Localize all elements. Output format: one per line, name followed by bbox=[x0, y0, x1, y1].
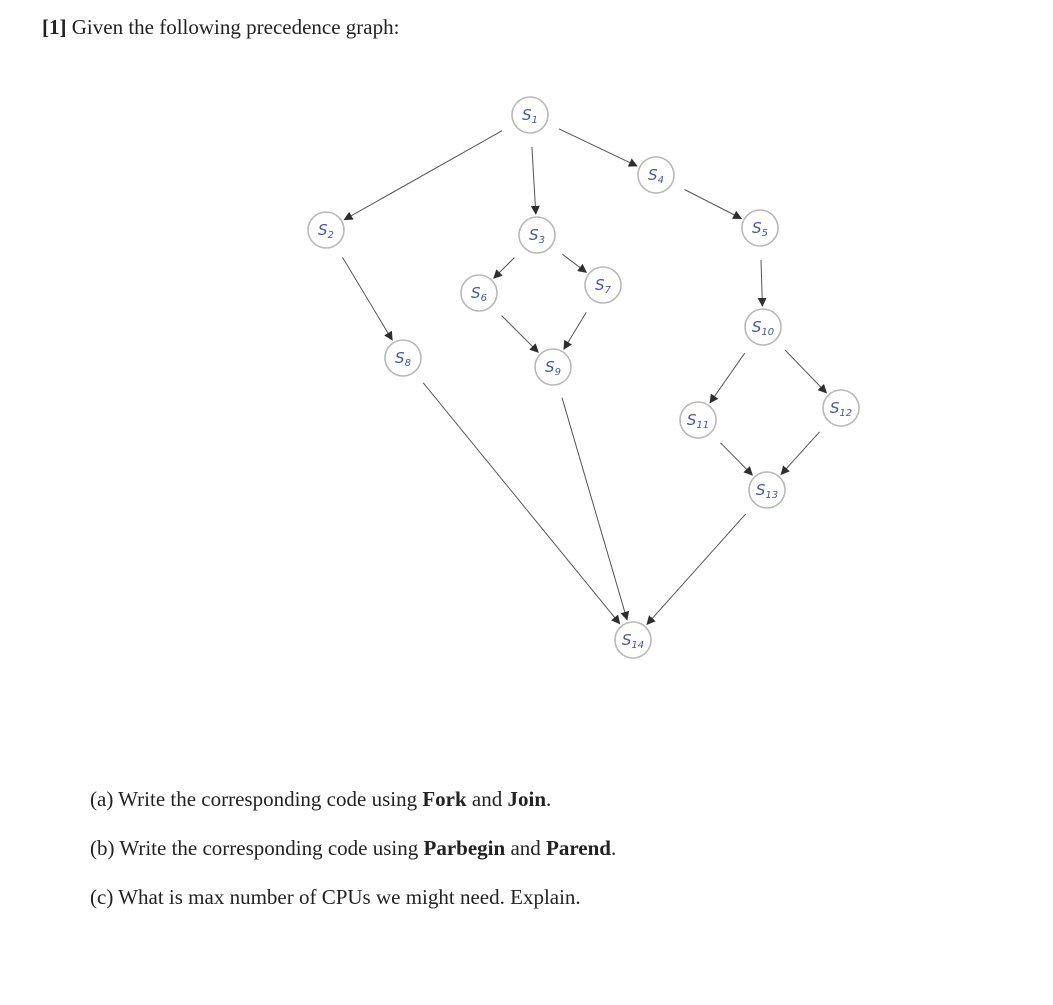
node-s12 bbox=[823, 390, 859, 426]
question-list bbox=[90, 786, 616, 933]
node-subscript: 7 bbox=[604, 285, 611, 296]
edge-s10-s12 bbox=[785, 350, 826, 393]
edge-s3-s6 bbox=[494, 258, 515, 279]
edge-s1-s3 bbox=[532, 147, 536, 214]
question-c-text: (c) What is max number of CPUs we might need. Explain. bbox=[90, 885, 581, 909]
node-subscript: 12 bbox=[839, 408, 853, 419]
node-s2 bbox=[308, 212, 344, 248]
node-label: $S_{10}$ bbox=[751, 318, 775, 338]
node-label: $S_1$ bbox=[522, 106, 538, 126]
node-label: $S_{13}$ bbox=[755, 481, 779, 501]
node-label: $S_5$ bbox=[752, 219, 768, 239]
node-subscript: 6 bbox=[480, 293, 487, 304]
question-b bbox=[90, 835, 616, 861]
node-subscript: 2 bbox=[327, 230, 334, 241]
node-subscript: 8 bbox=[404, 358, 411, 369]
question-a-end: . bbox=[546, 787, 552, 811]
question-heading-text: Given the following precedence graph: bbox=[71, 15, 400, 39]
node-subscript: 10 bbox=[761, 327, 775, 338]
graph-nodes bbox=[308, 97, 859, 658]
question-number: [1] bbox=[42, 15, 67, 39]
node-label: $S_{14}$ bbox=[621, 631, 645, 651]
question-a-keyword-fork: Fork bbox=[422, 787, 467, 811]
node-s7 bbox=[585, 267, 621, 303]
edge-s5-s10 bbox=[761, 260, 762, 306]
question-b-mid: and bbox=[505, 836, 547, 860]
node-subscript: 9 bbox=[554, 367, 561, 378]
question-a bbox=[90, 786, 616, 812]
node-label: $S_{12}$ bbox=[829, 399, 853, 419]
node-label: $S_3$ bbox=[529, 226, 545, 246]
node-s8 bbox=[385, 340, 421, 376]
node-label: $S_4$ bbox=[648, 166, 664, 186]
node-s14 bbox=[615, 622, 651, 658]
node-label: $S_6$ bbox=[471, 284, 487, 304]
node-s6 bbox=[461, 275, 497, 311]
edge-s9-s14 bbox=[562, 398, 627, 620]
edge-s6-s9 bbox=[502, 316, 539, 353]
question-b-keyword-parbegin: Parbegin bbox=[423, 836, 506, 860]
graph-edges bbox=[343, 129, 827, 625]
edge-s13-s14 bbox=[647, 514, 746, 624]
edge-s4-s5 bbox=[685, 190, 742, 219]
node-subscript: 3 bbox=[538, 235, 545, 246]
node-s9 bbox=[535, 349, 571, 385]
edge-s3-s7 bbox=[563, 254, 587, 272]
node-subscript: 1 bbox=[531, 115, 538, 126]
edge-s7-s9 bbox=[564, 312, 586, 349]
node-subscript: 11 bbox=[696, 420, 710, 431]
node-s13 bbox=[749, 472, 785, 508]
node-subscript: 4 bbox=[657, 175, 664, 186]
question-b-keyword-parend: Parend bbox=[546, 836, 611, 860]
node-s3 bbox=[519, 217, 555, 253]
question-b-end: . bbox=[610, 836, 617, 860]
edge-s1-s4 bbox=[559, 129, 637, 166]
question-a-prefix: (a) Write the corresponding code using bbox=[90, 787, 423, 811]
node-label: $S_8$ bbox=[395, 349, 411, 369]
question-c bbox=[90, 884, 616, 910]
edge-s1-s2 bbox=[344, 131, 502, 220]
node-s5 bbox=[742, 210, 778, 246]
node-subscript: 5 bbox=[761, 228, 768, 239]
node-s4 bbox=[638, 157, 674, 193]
edge-s12-s13 bbox=[781, 432, 820, 475]
node-label: $S_{11}$ bbox=[686, 411, 710, 431]
node-subscript: 13 bbox=[765, 490, 779, 501]
node-label: $S_7$ bbox=[595, 276, 611, 296]
question-a-keyword-join: Join bbox=[507, 787, 547, 811]
node-s11 bbox=[680, 402, 716, 438]
question-b-prefix: (b) Write the corresponding code using bbox=[90, 836, 424, 860]
edge-s10-s11 bbox=[710, 353, 745, 403]
node-subscript: 14 bbox=[631, 640, 645, 651]
node-s1 bbox=[512, 97, 548, 133]
edge-s8-s14 bbox=[423, 383, 620, 624]
edge-s11-s13 bbox=[721, 443, 753, 475]
edge-s2-s8 bbox=[343, 257, 393, 340]
question-a-mid: and bbox=[466, 787, 508, 811]
node-s10 bbox=[745, 309, 781, 345]
node-label: $S_2$ bbox=[318, 221, 334, 241]
node-label: $S_9$ bbox=[545, 358, 561, 378]
